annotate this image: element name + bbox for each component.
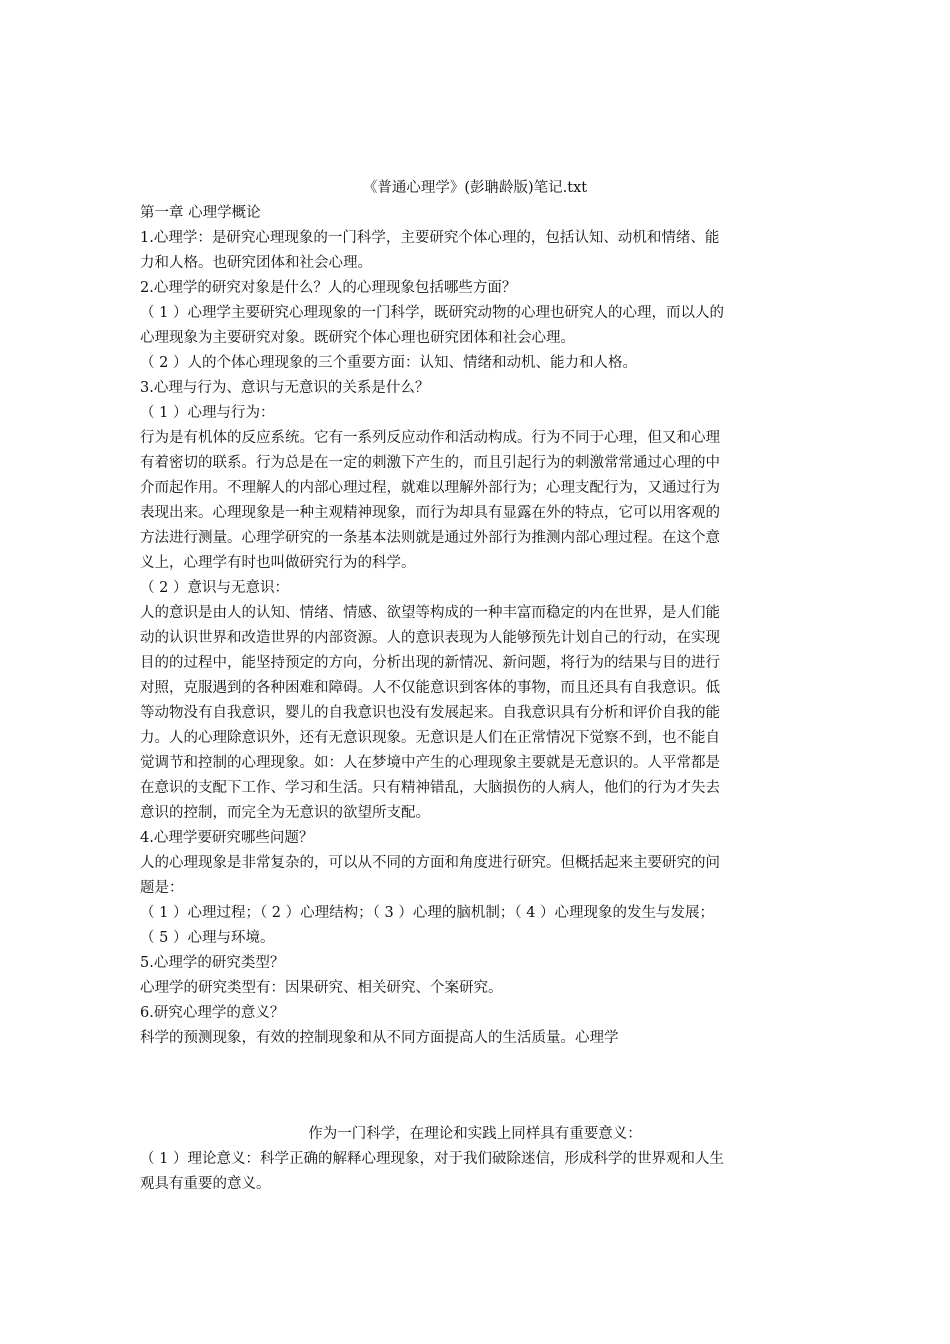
- continued-heading: 作为一门科学，在理论和实践上同样具有重要意义：: [308, 1126, 642, 1142]
- text-line: 在意识的支配下工作、学习和生活。只有精神错乱，大脑损伤的人病人，他们的行为才失去: [140, 780, 720, 796]
- text-line: 有着密切的联系。行为总是在一定的刺激下产生的，而且引起行为的刺激常常通过心理的中: [140, 455, 720, 471]
- text-line: 介而起作用。不理解人的内部心理过程，就难以理解外部行为；心理支配行为，又通过行为: [140, 480, 720, 496]
- text-line: 方法进行测量。心理学研究的一条基本法则就是通过外部行为推测内部心理过程。在这个意: [140, 530, 720, 546]
- text-line: （ 2 ）人的个体心理现象的三个重要方面：认知、情绪和动机、能力和人格。: [140, 355, 637, 371]
- subheading: （ 2 ）意识与无意识：: [140, 580, 289, 596]
- chapter-heading: 第一章 心理学概论: [140, 205, 261, 221]
- text-line: 意识的控制，而完全为无意识的欲望所支配。: [140, 805, 430, 821]
- text-line: 行为是有机体的反应系统。它有一系列反应动作和活动构成。行为不同于心理，但又和心理: [140, 430, 720, 446]
- text-line: （ 1 ）心理过程；（ 2 ）心理结构；（ 3 ）心理的脑机制；（ 4 ）心理现象的发生与发展；: [140, 905, 715, 921]
- text-line: 科学的预测现象，有效的控制现象和从不同方面提高人的生活质量。心理学: [140, 1030, 619, 1046]
- text-line: 观具有重要的意义。: [140, 1176, 271, 1192]
- text-line: 觉调节和控制的心理现象。如：人在梦境中产生的心理现象主要就是无意识的。人平常都是: [140, 755, 720, 771]
- text-line: 心理学的研究类型有：因果研究、相关研究、个案研究。: [140, 980, 503, 996]
- question-heading: 6.研究心理学的意义？: [140, 1005, 285, 1021]
- text-line: 1.心理学：是研究心理现象的一门科学，主要研究个体心理的，包括认知、动机和情绪、能: [140, 230, 720, 246]
- subheading: （ 1 ）心理与行为：: [140, 405, 275, 421]
- text-line: 心理现象为主要研究对象。既研究个体心理也研究团体和社会心理。: [140, 330, 575, 346]
- text-line: 等动物没有自我意识，婴儿的自我意识也没有发展起来。自我意识具有分析和评价自我的能: [140, 705, 720, 721]
- question-heading: 3.心理与行为、意识与无意识的关系是什么？: [140, 380, 430, 396]
- question-heading: 4.心理学要研究哪些问题？: [140, 830, 314, 846]
- text-line: （ 1 ）理论意义：科学正确的解释心理现象，对于我们破除迷信，形成科学的世界观和人生: [140, 1151, 724, 1167]
- question-heading: 5.心理学的研究类型？: [140, 955, 285, 971]
- text-line: 力和人格。也研究团体和社会心理。: [140, 255, 372, 271]
- text-line: 人的心理现象是非常复杂的，可以从不同的方面和角度进行研究。但概括起来主要研究的问: [140, 855, 720, 871]
- text-line: 力。人的心理除意识外，还有无意识现象。无意识是人们在正常情况下觉察不到，也不能自: [140, 730, 720, 746]
- text-line: 义上，心理学有时也叫做研究行为的科学。: [140, 555, 416, 571]
- text-line: （ 5 ）心理与环境。: [140, 930, 275, 946]
- text-line: 题是：: [140, 880, 184, 896]
- question-heading: 2.心理学的研究对象是什么？人的心理现象包括哪些方面？: [140, 280, 517, 296]
- text-line: （ 1 ）心理学主要研究心理现象的一门科学，既研究动物的心理也研究人的心理，而以人的: [140, 305, 724, 321]
- document-title: 《普通心理学》(彭聃龄版)笔记.txt: [362, 180, 588, 196]
- text-line: 目的的过程中，能坚持预定的方向，分析出现的新情况、新问题，将行为的结果与目的进行: [140, 655, 720, 671]
- text-line: 对照，克服遇到的各种困难和障碍。人不仅能意识到客体的事物，而且还具有自我意识。低: [140, 680, 720, 696]
- text-line: 表现出来。心理现象是一种主观精神现象，而行为却具有显露在外的特点，它可以用客观的: [140, 505, 720, 521]
- text-line: 人的意识是由人的认知、情绪、情感、欲望等构成的一种丰富而稳定的内在世界，是人们能: [140, 605, 720, 621]
- text-line: 动的认识世界和改造世界的内部资源。人的意识表现为人能够预先计划自己的行动，在实现: [140, 630, 720, 646]
